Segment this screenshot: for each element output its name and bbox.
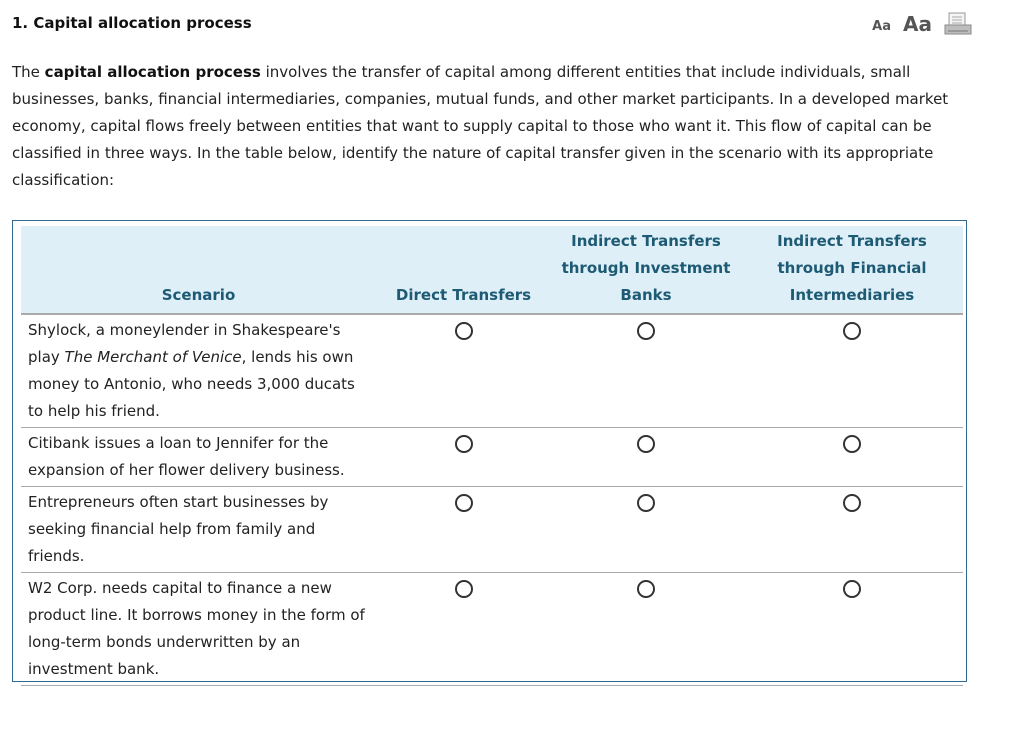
decrease-font-button[interactable]: Aa bbox=[872, 19, 892, 34]
table-header-row bbox=[21, 226, 963, 314]
table-row bbox=[21, 573, 963, 686]
print-icon[interactable] bbox=[944, 12, 972, 36]
radio-investment-banks[interactable] bbox=[637, 322, 655, 340]
question-number: 1. bbox=[12, 14, 29, 32]
radio-investment-banks[interactable] bbox=[637, 580, 655, 598]
radio-investment-banks[interactable] bbox=[637, 494, 655, 512]
intro-bold-term: capital allocation process bbox=[44, 63, 261, 81]
radio-direct-transfers[interactable] bbox=[455, 494, 473, 512]
toolbar bbox=[872, 12, 972, 36]
radio-investment-banks[interactable] bbox=[637, 435, 655, 453]
intro-paragraph bbox=[12, 59, 972, 194]
radio-financial-intermediaries[interactable] bbox=[843, 580, 861, 598]
radio-financial-intermediaries[interactable] bbox=[843, 435, 861, 453]
header-scenario: Scenario bbox=[21, 226, 376, 314]
radio-direct-transfers[interactable] bbox=[455, 435, 473, 453]
radio-financial-intermediaries[interactable] bbox=[843, 322, 861, 340]
scenario-cell: Entrepreneurs often start businesses by seeking financial help from family and friends. bbox=[21, 487, 376, 573]
intro-lead: The bbox=[12, 63, 45, 81]
intro-text: involves the transfer of capital among different entities that include individuals, small businesses, banks, financial intermediaries, companies, mutual funds, and other market participants. In a developed market economy, capital flows freely between entities that want to supply capital to those who want it. This flow of capital can be classified in three ways. In the table below, identify the nature of capital transfer given in the scenario with its appropriate classification: bbox=[12, 63, 949, 189]
scenario-cell: W2 Corp. needs capital to finance a new product line. It borrows money in the form of long-term bonds underwritten by an investment bank. bbox=[21, 573, 376, 686]
question-title bbox=[12, 14, 252, 32]
header-direct-transfers: Direct Transfers bbox=[376, 226, 551, 314]
header-financial-intermediaries: Indirect Transfers through Financial Intermediaries bbox=[741, 226, 963, 314]
table-row bbox=[21, 487, 963, 573]
radio-financial-intermediaries[interactable] bbox=[843, 494, 861, 512]
radio-direct-transfers[interactable] bbox=[455, 322, 473, 340]
scenario-cell: Citibank issues a loan to Jennifer for the expansion of her flower delivery business. bbox=[21, 428, 376, 487]
question-title-text: Capital allocation process bbox=[33, 14, 252, 32]
classification-table-container bbox=[12, 220, 967, 682]
increase-font-button[interactable]: Aa bbox=[903, 12, 932, 36]
table-row bbox=[21, 428, 963, 487]
header-investment-banks: Indirect Transfers through Investment Banks bbox=[551, 226, 741, 314]
classification-table bbox=[21, 226, 963, 686]
scenario-cell: Shylock, a moneylender in Shakespeare's play The Merchant of Venice, lends his own money to Antonio, who needs 3,000 ducats to help his friend. bbox=[21, 314, 376, 428]
table-row bbox=[21, 314, 963, 428]
radio-direct-transfers[interactable] bbox=[455, 580, 473, 598]
